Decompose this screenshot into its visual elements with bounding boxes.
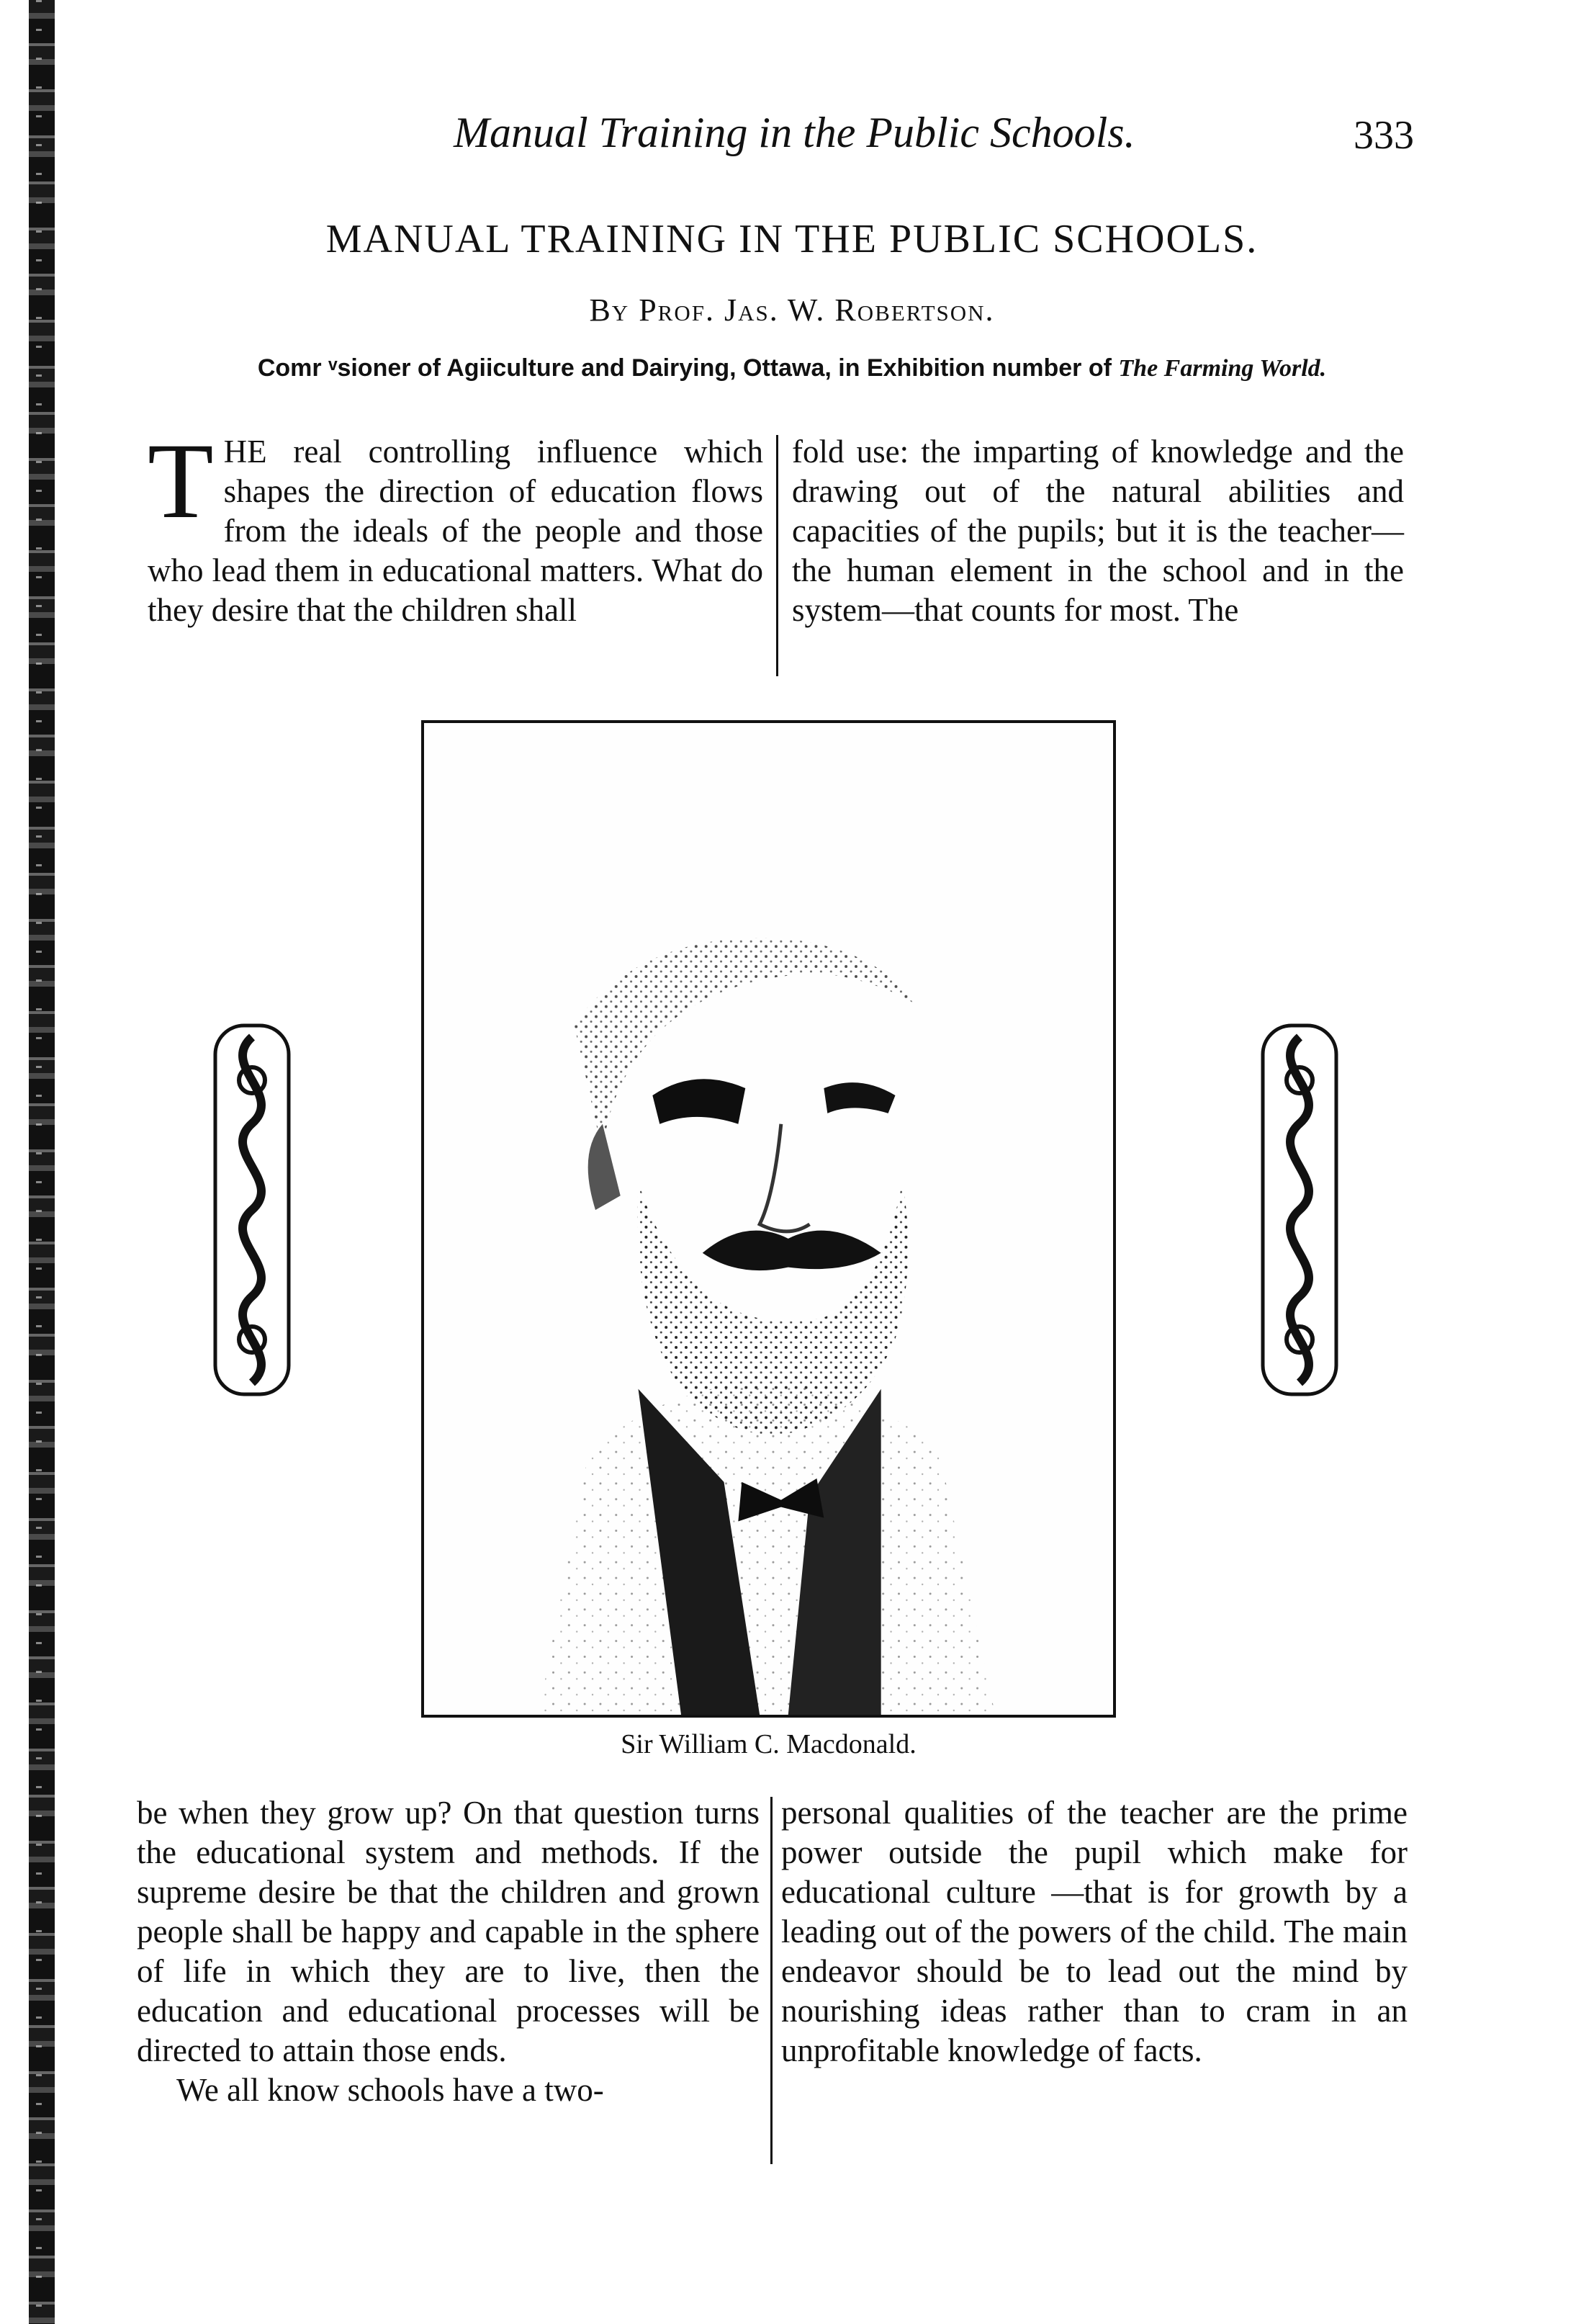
paragraph-top-right: fold use: the imparting of knowledge and the drawing out of the natural abilities and capacities of the pupils; but it is the teacher—the human element in the school and in the system—that counts for most. The (792, 434, 1404, 628)
credit-source: The Farming World. (1118, 355, 1327, 382)
paragraph-bottom-left-2: We all know schools have a two- (176, 2072, 604, 2108)
column-rule-bottom (770, 1797, 773, 2164)
column-bottom-right (781, 1793, 1408, 2070)
article-credit (187, 351, 1397, 385)
article-title: MANUAL TRAINING IN THE PUBLIC SCHOOLS. (325, 217, 1258, 261)
article-byline: By Prof. Jas. W. Robertson. (589, 292, 995, 328)
credit-text: Comr ⁠ᵛsioner of Agiiculture and Dairying, Ottawa, in Exhibition number of (257, 354, 1112, 382)
scroll-ornament-left-icon (212, 1023, 292, 1397)
figure-caption: Sir William C. Macdonald. (621, 1729, 917, 1759)
page-number: 333 (1354, 113, 1414, 158)
book-binding-edge (29, 0, 55, 2324)
drop-cap: T (148, 421, 214, 541)
column-bottom-left (137, 1793, 760, 2110)
column-top-left (148, 421, 763, 630)
paragraph-top-left: HE real controlling influence which shapes the direction of education flows from the ideals of the people and those who lead them in educational matters. What do they desire that the children shall (148, 434, 763, 628)
column-rule-top (776, 435, 778, 676)
scroll-ornament-right-icon (1260, 1023, 1339, 1397)
paragraph-bottom-left: be when they grow up? On that question turns the educational system and methods. If the supreme desire be that the children and grown people shall be happy and capable in the sphere of life in which they are to live, then the education and educational processes will be directed to attain those ends. (137, 1795, 760, 2068)
running-header-title: Manual Training in the Public Schools. (454, 109, 1135, 156)
portrait-illustration (424, 723, 1113, 1715)
portrait-photo (421, 720, 1116, 1718)
column-top-right (792, 432, 1404, 630)
paragraph-bottom-right: personal qualities of the teacher are the prime power outside the pupil which make for educational culture —that is for growth by a leading out of the powers of the child. The main endeavor should be to lead out the mind by nourishing ideas rather than to cram in an unprofitable knowledge of facts. (781, 1795, 1408, 2068)
